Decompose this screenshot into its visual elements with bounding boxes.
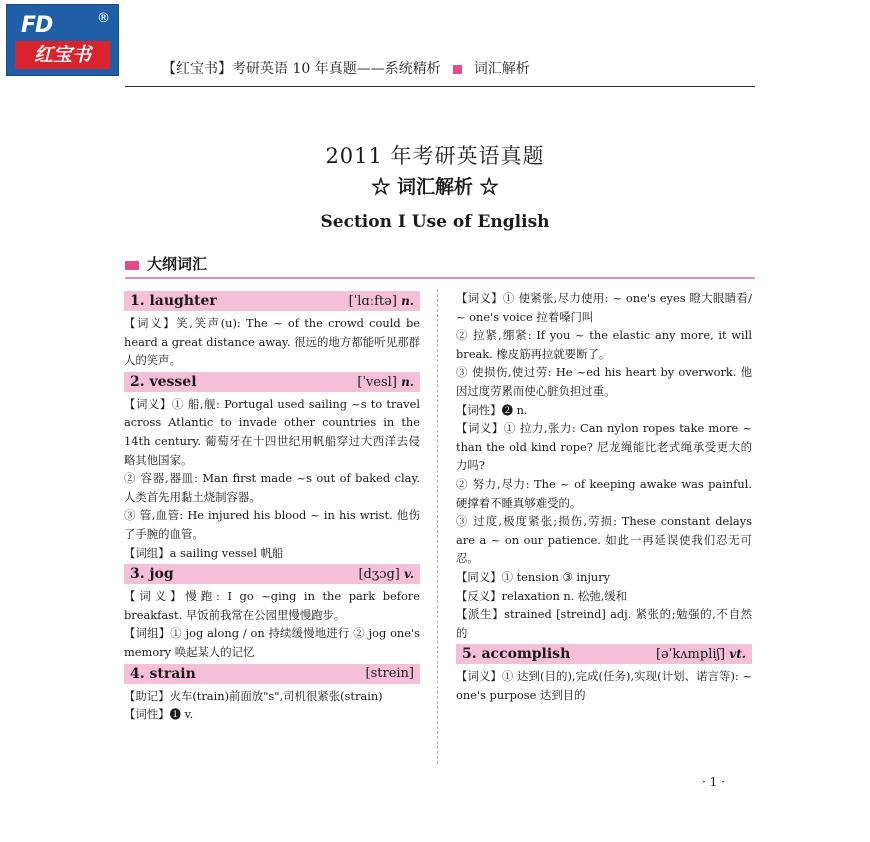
phonetic-text: [strein] [365, 665, 414, 681]
part-of-speech: v. [399, 567, 414, 582]
page-number: · 1 · [702, 775, 725, 789]
phonetic-text: [ˈlɑːftə] [348, 294, 397, 309]
publisher-logo [6, 4, 119, 76]
running-head-section: 词汇解析 [473, 61, 530, 77]
page-title: 2011 年考研英语真题 [325, 144, 545, 168]
entry-text: 【词义】① 拉力,张力: Can nylon ropes take more ~ than the old kind rope? 尼龙绳能比老式绳承受更大的力吗? [456, 421, 752, 473]
entry-text: 【反义】relaxation n. 松弛,缓和 [456, 588, 628, 603]
entry-text: 【词义】① 船,舰: Portugal used sailing ~s to travel across Atlantic to invade other countries in the 14th century. 葡萄牙在十四世纪用帆船穿过大西洋去侵略其他国家。 [124, 396, 420, 467]
entry-heading [456, 644, 752, 664]
entry-text: ③ 管,血管: He injured his blood ~ in his wrist. 他伤了手腕的血管。 [124, 508, 420, 541]
entry-phonetic [357, 372, 414, 392]
entry-text: 【词组】a sailing vessel 帆船 [124, 545, 284, 560]
entry-word: 2. vessel [130, 373, 197, 390]
entry-text: ② 容器,器皿: Man first made ~s out of baked clay. 人类首先用黏土烧制容器。 [124, 471, 420, 504]
part-of-speech: n. [396, 374, 414, 389]
part-of-speech: vt. [725, 647, 746, 662]
entry-word: 5. accomplish [462, 646, 571, 663]
entry-text: 【词性】❶ v. [124, 707, 194, 722]
entry-heading [124, 564, 420, 584]
entry-text: 【词组】① jog along / on 持续缓慢地进行 ② jog one's memory 唤起某人的记忆 [124, 626, 420, 659]
entry-text: ② 努力,尽力: The ~ of keeping awake was painful. 硬撑着不睡真够难受的。 [456, 476, 752, 510]
syllabus-heading [125, 253, 207, 274]
entry-heading [124, 372, 420, 392]
entry-heading [124, 291, 420, 311]
header-rule [125, 86, 755, 87]
left-column [124, 289, 420, 724]
entry-text: 【词义】① 使紧张,尽力使用: ~ one's eyes 瞪大眼睛看/ ~ one's voice 拉着嗓门叫 [456, 291, 752, 324]
entry-phonetic [358, 564, 414, 584]
syllabus-heading-label: 大纲词汇 [147, 255, 208, 273]
entry-phonetic [349, 291, 414, 311]
entry-text: 【派生】strained [streind] adj. 紧张的;勉强的,不自然的 [456, 607, 752, 640]
right-column [456, 289, 752, 704]
running-head [162, 58, 530, 78]
entry-text: 【助记】火车(train)前面放"s",司机很紧张(strain) [124, 688, 383, 703]
entry-text: 【词义】笑,笑声(u): The ~ of the crowd could be heard a great distance away. 很远的地方都能听见那群人的笑声。 [124, 316, 420, 368]
page-subtitle: ☆ 词汇解析 ☆ [371, 176, 499, 198]
running-head-title: 【红宝书】考研英语 10 年真题——系统精析 [162, 61, 441, 77]
pink-divider [125, 277, 755, 279]
pink-square-icon [453, 65, 462, 74]
entry-text: ③ 过度,极度紧张;损伤,劳损: These constant delays are a ~ on our patience. 如此一再延误使我们忍无可忍。 [456, 514, 752, 566]
entry-text: 【词义】① 达到(目的),完成(任务),实现(计划、诺言等): ~ one's purpose 达到目的 [456, 669, 752, 702]
logo-name: 红宝书 [15, 41, 110, 69]
column-divider [437, 289, 438, 764]
entry-word: 4. strain [130, 665, 196, 682]
entry-phonetic [656, 644, 746, 664]
pink-bar-icon [125, 261, 139, 270]
entry-phonetic [366, 664, 414, 684]
phonetic-text: [ˈvesl] [357, 374, 397, 390]
phonetic-text: [əˈkʌmpliʃ] [655, 647, 726, 663]
registered-mark: ® [97, 11, 110, 26]
entry-word: 1. laughter [130, 293, 217, 309]
entry-text: ② 拉紧,绷紧: If you ~ the elastic any more, it will break. 橡皮筋再拉就要断了。 [456, 328, 752, 361]
entry-word: 3. jog [130, 566, 174, 583]
entry-text: 【词性】❷ n. [456, 402, 528, 417]
entry-text: ③ 使损伤,使过劳: He ~ed his heart by overwork. 他因过度劳累而使心脏负担过重。 [456, 365, 752, 398]
section-heading: Section I Use of English [320, 212, 550, 232]
logo-mark: FD [21, 13, 53, 38]
entry-text: 【词义】慢跑: I go ~ging in the park before breakfast. 早饭前我常在公园里慢慢跑步。 [124, 589, 420, 622]
part-of-speech: n. [396, 294, 414, 308]
entry-text: 【同义】① tension ③ injury [456, 569, 611, 584]
entry-heading [124, 664, 420, 684]
phonetic-text: [dʒɔg] [358, 567, 400, 583]
